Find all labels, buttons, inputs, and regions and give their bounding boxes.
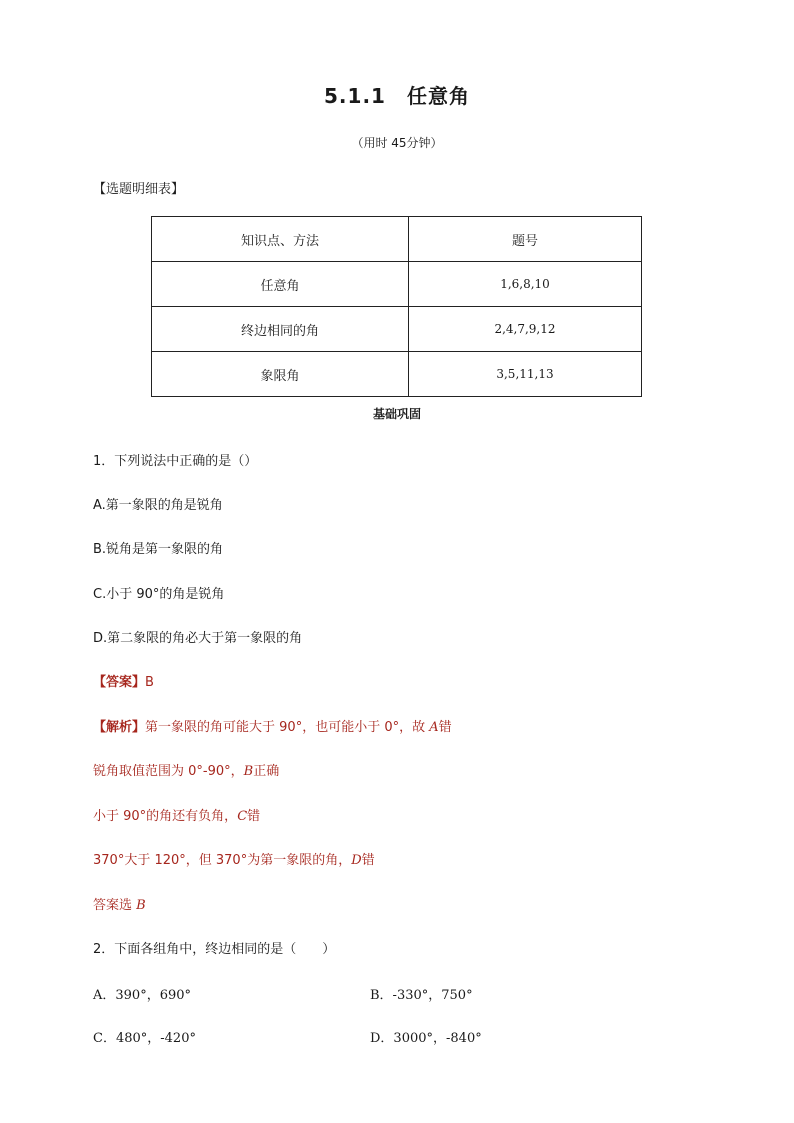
option-letter: B	[136, 898, 146, 913]
analysis-line-3	[93, 805, 260, 824]
section-heading: 【选题明细表】	[93, 182, 185, 197]
question-1-option-a: A.第一象限的角是锐角	[93, 498, 223, 513]
question-1-option-b: B.锐角是第一象限的角	[93, 542, 224, 557]
question-2-option-a: A．390°，690°	[93, 988, 192, 1003]
option-letter: D	[351, 853, 362, 868]
final-answer-text: 答案选	[93, 898, 137, 913]
table-cell-topic: 任意角	[152, 262, 409, 307]
analysis-tag: 【解析】	[93, 720, 146, 735]
option-letter: B	[243, 764, 254, 779]
analysis-text: 锐角取值范围为 0°-90°，	[93, 764, 244, 779]
analysis-text: 370°大于 120°，但 370°为第一象限的角，	[93, 853, 352, 868]
option-letter: A	[429, 720, 439, 735]
question-2-option-c: C．480°，-420°	[93, 1031, 196, 1046]
question-1-stem: 1．下列说法中正确的是（）	[93, 454, 258, 469]
final-answer-line	[93, 894, 146, 913]
analysis-line-4	[93, 849, 375, 868]
analysis-text: 正确	[253, 764, 280, 779]
answer-line	[93, 671, 154, 690]
answer-tag: 【答案】	[93, 675, 146, 690]
answer-value: B	[145, 675, 154, 690]
table-cell-numbers: 3,5,11,13	[409, 352, 642, 397]
table-header-row	[152, 217, 642, 262]
table-caption: 基础巩固	[372, 407, 421, 421]
table-row	[152, 307, 642, 352]
page-title: 5.1.1 任意角	[324, 84, 470, 108]
table-header: 知识点、方法	[152, 217, 409, 262]
question-2-stem: 2．下面各组角中，终边相同的是（ ）	[93, 942, 336, 957]
topic-table	[151, 216, 642, 397]
question-2-option-d: D．3000°，-840°	[370, 1031, 482, 1046]
analysis-line-2	[93, 760, 279, 779]
option-letter: C	[237, 809, 248, 824]
table-row	[152, 262, 642, 307]
table-cell-numbers: 1,6,8,10	[409, 262, 642, 307]
analysis-text: 错	[247, 809, 261, 824]
time-note: （用时 45分钟）	[351, 136, 443, 150]
analysis-text: 错	[361, 853, 375, 868]
analysis-text: 小于 90°的角还有负角，	[93, 809, 238, 824]
analysis-line-1	[93, 716, 452, 735]
question-1-option-c: C.小于 90°的角是锐角	[93, 587, 225, 602]
table-header: 题号	[409, 217, 642, 262]
question-1-option-d: D.第二象限的角必大于第一象限的角	[93, 631, 303, 646]
question-2-option-b: B．-330°，750°	[370, 988, 473, 1003]
table-cell-numbers: 2,4,7,9,12	[409, 307, 642, 352]
analysis-text: 错	[438, 720, 452, 735]
table-cell-topic: 象限角	[152, 352, 409, 397]
table-cell-topic: 终边相同的角	[152, 307, 409, 352]
analysis-text: 第一象限的角可能大于 90°，也可能小于 0°，故	[145, 720, 430, 735]
table-row	[152, 352, 642, 397]
